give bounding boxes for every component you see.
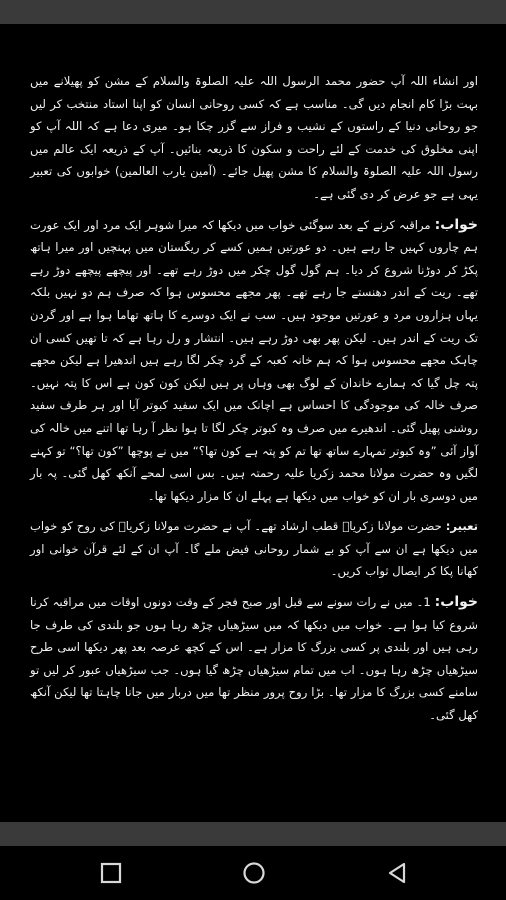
square-recents-icon[interactable] bbox=[98, 860, 124, 886]
dream-2 bbox=[30, 591, 478, 727]
navigation-bar bbox=[0, 846, 506, 900]
paragraph-1: اور انشاء اللہ آپ حضور محمد الرسول اللہ علیہ الصلوۃ والسلام کے مشن کو پھیلانے میں بہت بڑا کام انجام دیں گی۔ مناسب ہے کہ کسی روحانی انسان کو اپنا استاد منتخب کر لیں جو روحانی دنیا کے راستوں کے نشیب و فراز سے گزر چکا ہو۔ میری دعا ہے کہ اللہ آپ کو اپنی مخلوق کی خدمت کے لئے راحت و سکون کا ذریعہ بنائیں۔ آپ کے ذریعہ ایک عالم میں رسول اللہ علیہ الصلوۃ والسلام کا مشن پھیل جائے۔ (آمین یارب العالمین) خوابوں کی تعبیر یہی ہے جو عرض کر دی گئی ہے۔ bbox=[30, 74, 478, 201]
interpretation-1 bbox=[30, 515, 478, 583]
status-bar bbox=[0, 0, 506, 24]
reader-content[interactable] bbox=[0, 24, 506, 822]
dream-1-text: مراقبہ کرنے کے بعد سوگئی خواب میں دیکھا کہ میرا شوہر ایک مرد اور ایک عورت ہم چاروں کہیں جا رہے ہیں۔ دو عورتیں ہمیں کسے کر ریگستان میں پہنچیں اور میرا ہاتھ پکڑ کر دوڑنا شروع کر دیا۔ ہم گول گول چکر میں دوڑ رہے تھے۔ اور پیچھے پیچھے دوڑ رہے تھے۔ ریت کے اندر دھنستے جا رہے تھے۔ پھر مجھے محسوس ہوا کہ صرف ہم دو نہیں بلکہ یہاں ہزاروں مرد و عورتیں موجود ہیں۔ سب نے ایک دوسرے کا ہاتھ تھاما ہوا ہے اور گردن تک ریت کے اندر ہیں۔ لیکن پھر بھی دوڑ رہے ہیں۔ انتشار و رل رہا ہے کہ تا تھیں کسی ان چاہک مجھے محسوس ہوا کہ ہم خانہ کعبہ کے گرد چکر لگا رہے ہیں اندھیرا ہے لیکن مجھے پتہ چل گیا کہ ہمارے خاندان کے لوگ بھی وہاں پر ہیں لیکن کون کون ہے اس کا پتہ نہیں۔ صرف خالہ کی موجودگی کا احساس ہے اچانک میں ایک سفید کبوتر آیا اور ہر طرف سفید روشنی پھیل گئی۔ اندھیرے میں صرف وہ کبوتر چکر لگا تا ہوا نظر آ رہا تھا اتنے میں خالہ کی آواز آئی ”وہ کبوتر تمہارے ساتھ تھا تم کو پتہ ہے کون تھا؟“ میں نے پوچھا ”کون تھا؟“ تو کہنے لگیں وہ حضرت مولانا محمد زکریا علیہ رحمتہ ہیں۔ بس اسی لمحے آنکھ کھل گئی۔ پہ بار میں دوسری بار ان کو خواب میں دیکھا ہے پہلے ان کا مزار دیکھا تھا۔ bbox=[30, 217, 478, 503]
dream-2-heading: خواب: bbox=[434, 594, 479, 611]
triangle-back-icon[interactable] bbox=[384, 860, 410, 886]
dream-1-heading: خواب: bbox=[434, 216, 478, 233]
article-text bbox=[30, 70, 478, 735]
dream-1 bbox=[30, 214, 478, 508]
interpretation-1-text: حضرت مولانا زکریاؒ قطب ارشاد تھے۔ آپ نے حضرت مولانا زکریاؒ کی روح کو خواب میں دیکھا ہے ان سے آپ کو بے شمار روحانی فیض ملے گا۔ آپ ان کے لئے قرآن خوانی اور کھانا پکا کر ایصال ثواب کریں۔ bbox=[30, 519, 478, 579]
interpretation-1-heading: تعبیر: bbox=[445, 519, 478, 534]
bottom-strip bbox=[0, 822, 506, 846]
circle-home-icon[interactable] bbox=[241, 860, 267, 886]
dream-2-text: 1۔ میں نے رات سونے سے قبل اور صبح فجر کے وقت دونوں اوقات میں مراقبہ کرنا شروع کیا ہوا ہے۔ خواب میں دیکھا کہ میں سیڑھیاں چڑھ رہا ہوں جو بلندی کی طرف جا رہی ہیں اور بلندی پر کسی بزرگ کا مزار ہے۔ اس کے کچھ عرصہ بعد پھر دیکھا اسی طرح سیڑھیاں چڑھ رہا ہوں۔ اب میں تمام سیڑھیاں چڑھ گیا ہوں۔ جب سیڑھیاں عبور کر لیں تو سامنے کسی بزرگ کا مزار تھا۔ بڑا روح پرور منظر تھا میں دربار میں جانا چاہتا تھا لیکن آنکھ کھل گئی۔ bbox=[30, 595, 478, 723]
